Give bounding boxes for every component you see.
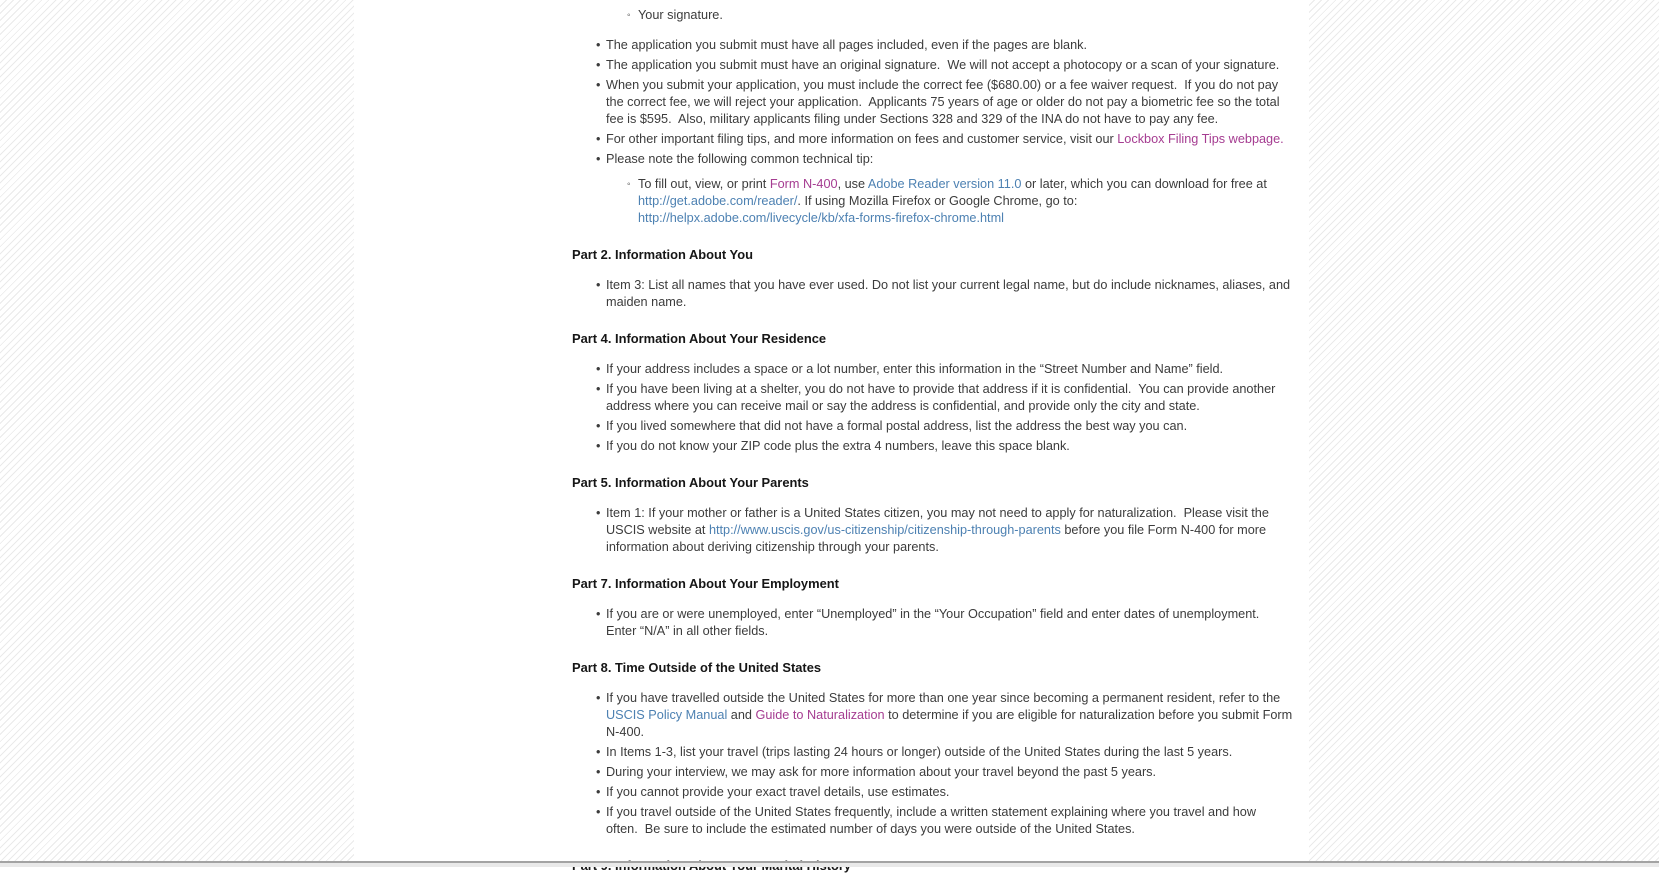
text-run: To fill out, view, or print <box>638 177 770 191</box>
bullet-item <box>596 418 1294 435</box>
bullet-item <box>596 37 1294 54</box>
section-heading: Part 5. Information About Your Parents <box>572 475 809 490</box>
text-run: The application you submit must have an original signature. We will not accept a photocopy or a scan of your signature. <box>606 58 1280 72</box>
link-http-get-adobe-com-reader[interactable]: http://get.adobe.com/reader/ <box>638 194 798 208</box>
link-uscis-policy-manual[interactable]: USCIS Policy Manual <box>606 708 728 722</box>
text-run: . If using Mozilla Firefox or Google Chrome, go to: <box>797 194 1078 208</box>
text-run: Your signature. <box>638 8 723 22</box>
bullet-item <box>596 505 1294 556</box>
bullet-item <box>596 131 1294 148</box>
text-run: If you lived somewhere that did not have a formal postal address, list the address the best way you can. <box>606 419 1188 433</box>
text-run: When you submit your application, you must include the correct fee ($680.00) or a fee waiver request. If you do not pay the correct fee, we will reject your application. Applicants 75 years of age or older do not pay a biometric fee so the total fee is $595. Also, military applicants filing under Sections 328 and 329 of the INA do not have to pay any fee. <box>606 78 1280 126</box>
sub-bullet-item <box>627 7 1294 24</box>
bullet-item <box>596 57 1294 74</box>
text-run: to determine if you are eligible for naturalization before you submit Form N-400. <box>606 708 1293 739</box>
text-run: For other important filing tips, and more information on fees and customer service, visit our <box>606 132 1118 146</box>
text-run: In Items 1-3, list your travel (trips lasting 24 hours or longer) outside of the United States during the last 5 years. <box>606 745 1233 759</box>
bullet-item <box>596 804 1294 838</box>
text-run: and <box>727 708 756 722</box>
document-page <box>354 0 1309 861</box>
link-adobe-reader-version-11-0[interactable]: Adobe Reader version 11.0 <box>867 177 1022 191</box>
section-heading: Part 2. Information About You <box>572 247 753 262</box>
link-http-www-uscis-gov-us-citizenship-citizensh[interactable]: http://www.uscis.gov/us-citizenship/citizenship-through-parents <box>708 523 1061 537</box>
text-run: If you cannot provide your exact travel details, use estimates. <box>606 785 950 799</box>
text-run: Item 3: List all names that you have ever used. Do not list your current legal name, but do include nicknames, aliases, and maiden name. <box>606 278 1291 309</box>
text-run: If you are or were unemployed, enter “Unemployed” in the “Your Occupation” field and enter dates of unemployment. Enter “N/A” in all other fields. <box>606 607 1263 638</box>
bullet-item <box>596 744 1294 761</box>
bullet-item <box>596 151 1294 168</box>
section-heading: Part 4. Information About Your Residence <box>572 331 827 346</box>
bullet-item <box>596 77 1294 128</box>
text-run: Please note the following common technical tip: <box>606 152 874 166</box>
bullet-item <box>596 381 1294 415</box>
text-run: If your address includes a space or a lot number, enter this information in the “Street Number and Name” field. <box>606 362 1224 376</box>
document-content <box>354 0 1309 861</box>
text-run: Item 1: If your mother or father is a United States citizen, you may not need to apply for naturalization. Please visit the USCIS website at <box>606 506 1269 537</box>
bullet-item <box>596 784 1294 801</box>
text-run: or later, which you can download for free at <box>1021 177 1267 191</box>
bullet-item <box>596 764 1294 781</box>
link-http-helpx-adobe-com-livecycle-kb-xfa-forms[interactable]: http://helpx.adobe.com/livecycle/kb/xfa-forms-firefox-chrome.html <box>638 211 1004 225</box>
bullet-item <box>596 361 1294 378</box>
text-run: The application you submit must have all pages included, even if the pages are blank. <box>606 38 1088 52</box>
bullet-list <box>572 37 1294 168</box>
bullet-list <box>572 361 1294 455</box>
bullet-item <box>596 277 1294 311</box>
sub-bullet-list <box>572 7 1294 24</box>
link-form-n-400[interactable]: Form N-400 <box>769 177 838 191</box>
bullet-item <box>596 438 1294 455</box>
text-run: If you have been living at a shelter, you do not have to provide that address if it is confidential. You can provide another address where you can receive mail or say the address is confidential, and provide only the city and state. <box>606 382 1276 413</box>
link-guide-to-naturalization[interactable]: Guide to Naturalization <box>755 708 885 722</box>
bullet-list <box>572 690 1294 838</box>
section-heading: Part 8. Time Outside of the United States <box>572 660 822 675</box>
text-run: During your interview, we may ask for more information about your travel beyond the past 5 years. <box>606 765 1157 779</box>
bullet-list <box>572 277 1294 311</box>
text-run: If you have travelled outside the United States for more than one year since becoming a permanent resident, refer to the <box>606 691 1281 705</box>
text-run: If you do not know your ZIP code plus the extra 4 numbers, leave this space blank. <box>606 439 1070 453</box>
sub-bullet-item <box>627 176 1294 227</box>
bottom-strip <box>0 863 1659 867</box>
sub-bullet-list <box>572 176 1294 227</box>
text-run: , use <box>837 177 868 191</box>
bullet-list <box>572 606 1294 640</box>
bullet-list <box>572 505 1294 556</box>
text-run: before you file Form N-400 for more information about deriving citizenship through your parents. <box>606 523 1267 554</box>
link-lockbox-filing-tips-webpage[interactable]: Lockbox Filing Tips webpage. <box>1117 132 1284 146</box>
text-run: If you travel outside of the United States frequently, include a written statement explaining where you travel and how often. Be sure to include the estimated number of days you were outside of the United States. <box>606 805 1257 836</box>
bullet-item <box>596 690 1294 741</box>
section-heading: Part 7. Information About Your Employment <box>572 576 839 591</box>
bullet-item <box>596 606 1294 640</box>
